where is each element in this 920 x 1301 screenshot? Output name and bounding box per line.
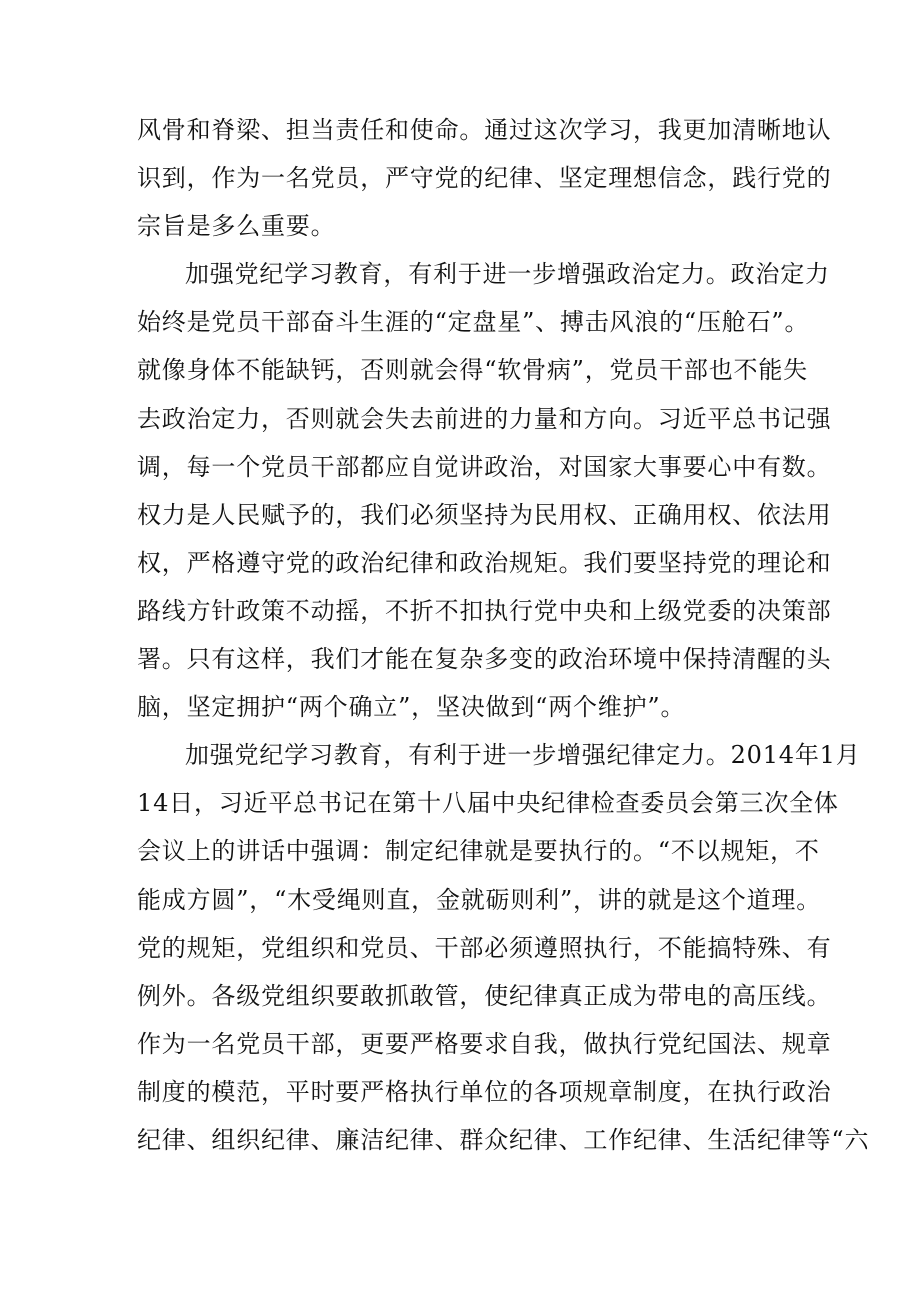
text-line: 例外。各级党组织要敢抓敢管，使纪律真正成为带电的高压线。 — [137, 981, 832, 1010]
text-line: 调，每一个党员干部都应自觉讲政治，对国家大事要心中有数。 — [137, 452, 832, 481]
text-line: 宗旨是多么重要。 — [137, 212, 336, 241]
text-line: 纪律、组织纪律、廉洁纪律、群众纪律、工作纪律、生活纪律等“六 — [137, 1125, 870, 1154]
text-line: 会议上的讲话中强调：制定纪律就是要执行的。“不以规矩，不 — [137, 837, 820, 866]
text-line: 能成方圆”，“木受绳则直，金就砺则利”，讲的就是这个道理。 — [137, 885, 822, 914]
text-line: 权，严格遵守党的政治纪律和政治规矩。我们要坚持党的理论和 — [137, 548, 832, 577]
paragraph-first-line: 加强党纪学习教育，有利于进一步增强纪律定力。2014年1月 — [185, 741, 861, 770]
text-line: 党的规矩，党组织和党员、干部必须遵照执行，不能搞特殊、有 — [137, 933, 832, 962]
text-line: 就像身体不能缺钙，否则就会得“软骨病”，党员干部也不能失 — [137, 356, 808, 385]
text-line: 路线方针政策不动摇，不折不扣执行党中央和上级党委的决策部 — [137, 596, 832, 625]
text-line: 权力是人民赋予的，我们必须坚持为民用权、正确用权、依法用 — [137, 500, 832, 529]
text-line: 识到，作为一名党员，严守党的纪律、坚定理想信念，践行党的 — [137, 164, 832, 193]
text-line: 作为一名党员干部，更要严格要求自我，做执行党纪国法、规章 — [137, 1029, 832, 1058]
text-line: 脑，坚定拥护“两个确立”，坚决做到“两个维护”。 — [137, 693, 686, 722]
text-line: 去政治定力，否则就会失去前进的力量和方向。习近平总书记强 — [137, 404, 832, 433]
text-line: 始终是党员干部奋斗生涯的“定盘星”、搏击风浪的“压舱石”。 — [137, 308, 810, 337]
paragraph-first-line: 加强党纪学习教育，有利于进一步增强政治定力。政治定力 — [185, 260, 830, 289]
text-line: 14日，习近平总书记在第十八届中央纪律检查委员会第三次全体 — [137, 789, 839, 818]
text-line: 风骨和脊梁、担当责任和使命。通过这次学习，我更加清晰地认 — [137, 116, 832, 144]
document-body — [137, 106, 870, 1164]
text-line: 署。只有这样，我们才能在复杂多变的政治环境中保持清醒的头 — [137, 645, 832, 674]
text-line: 制度的模范，平时要严格执行单位的各项规章制度，在执行政治 — [137, 1077, 832, 1106]
